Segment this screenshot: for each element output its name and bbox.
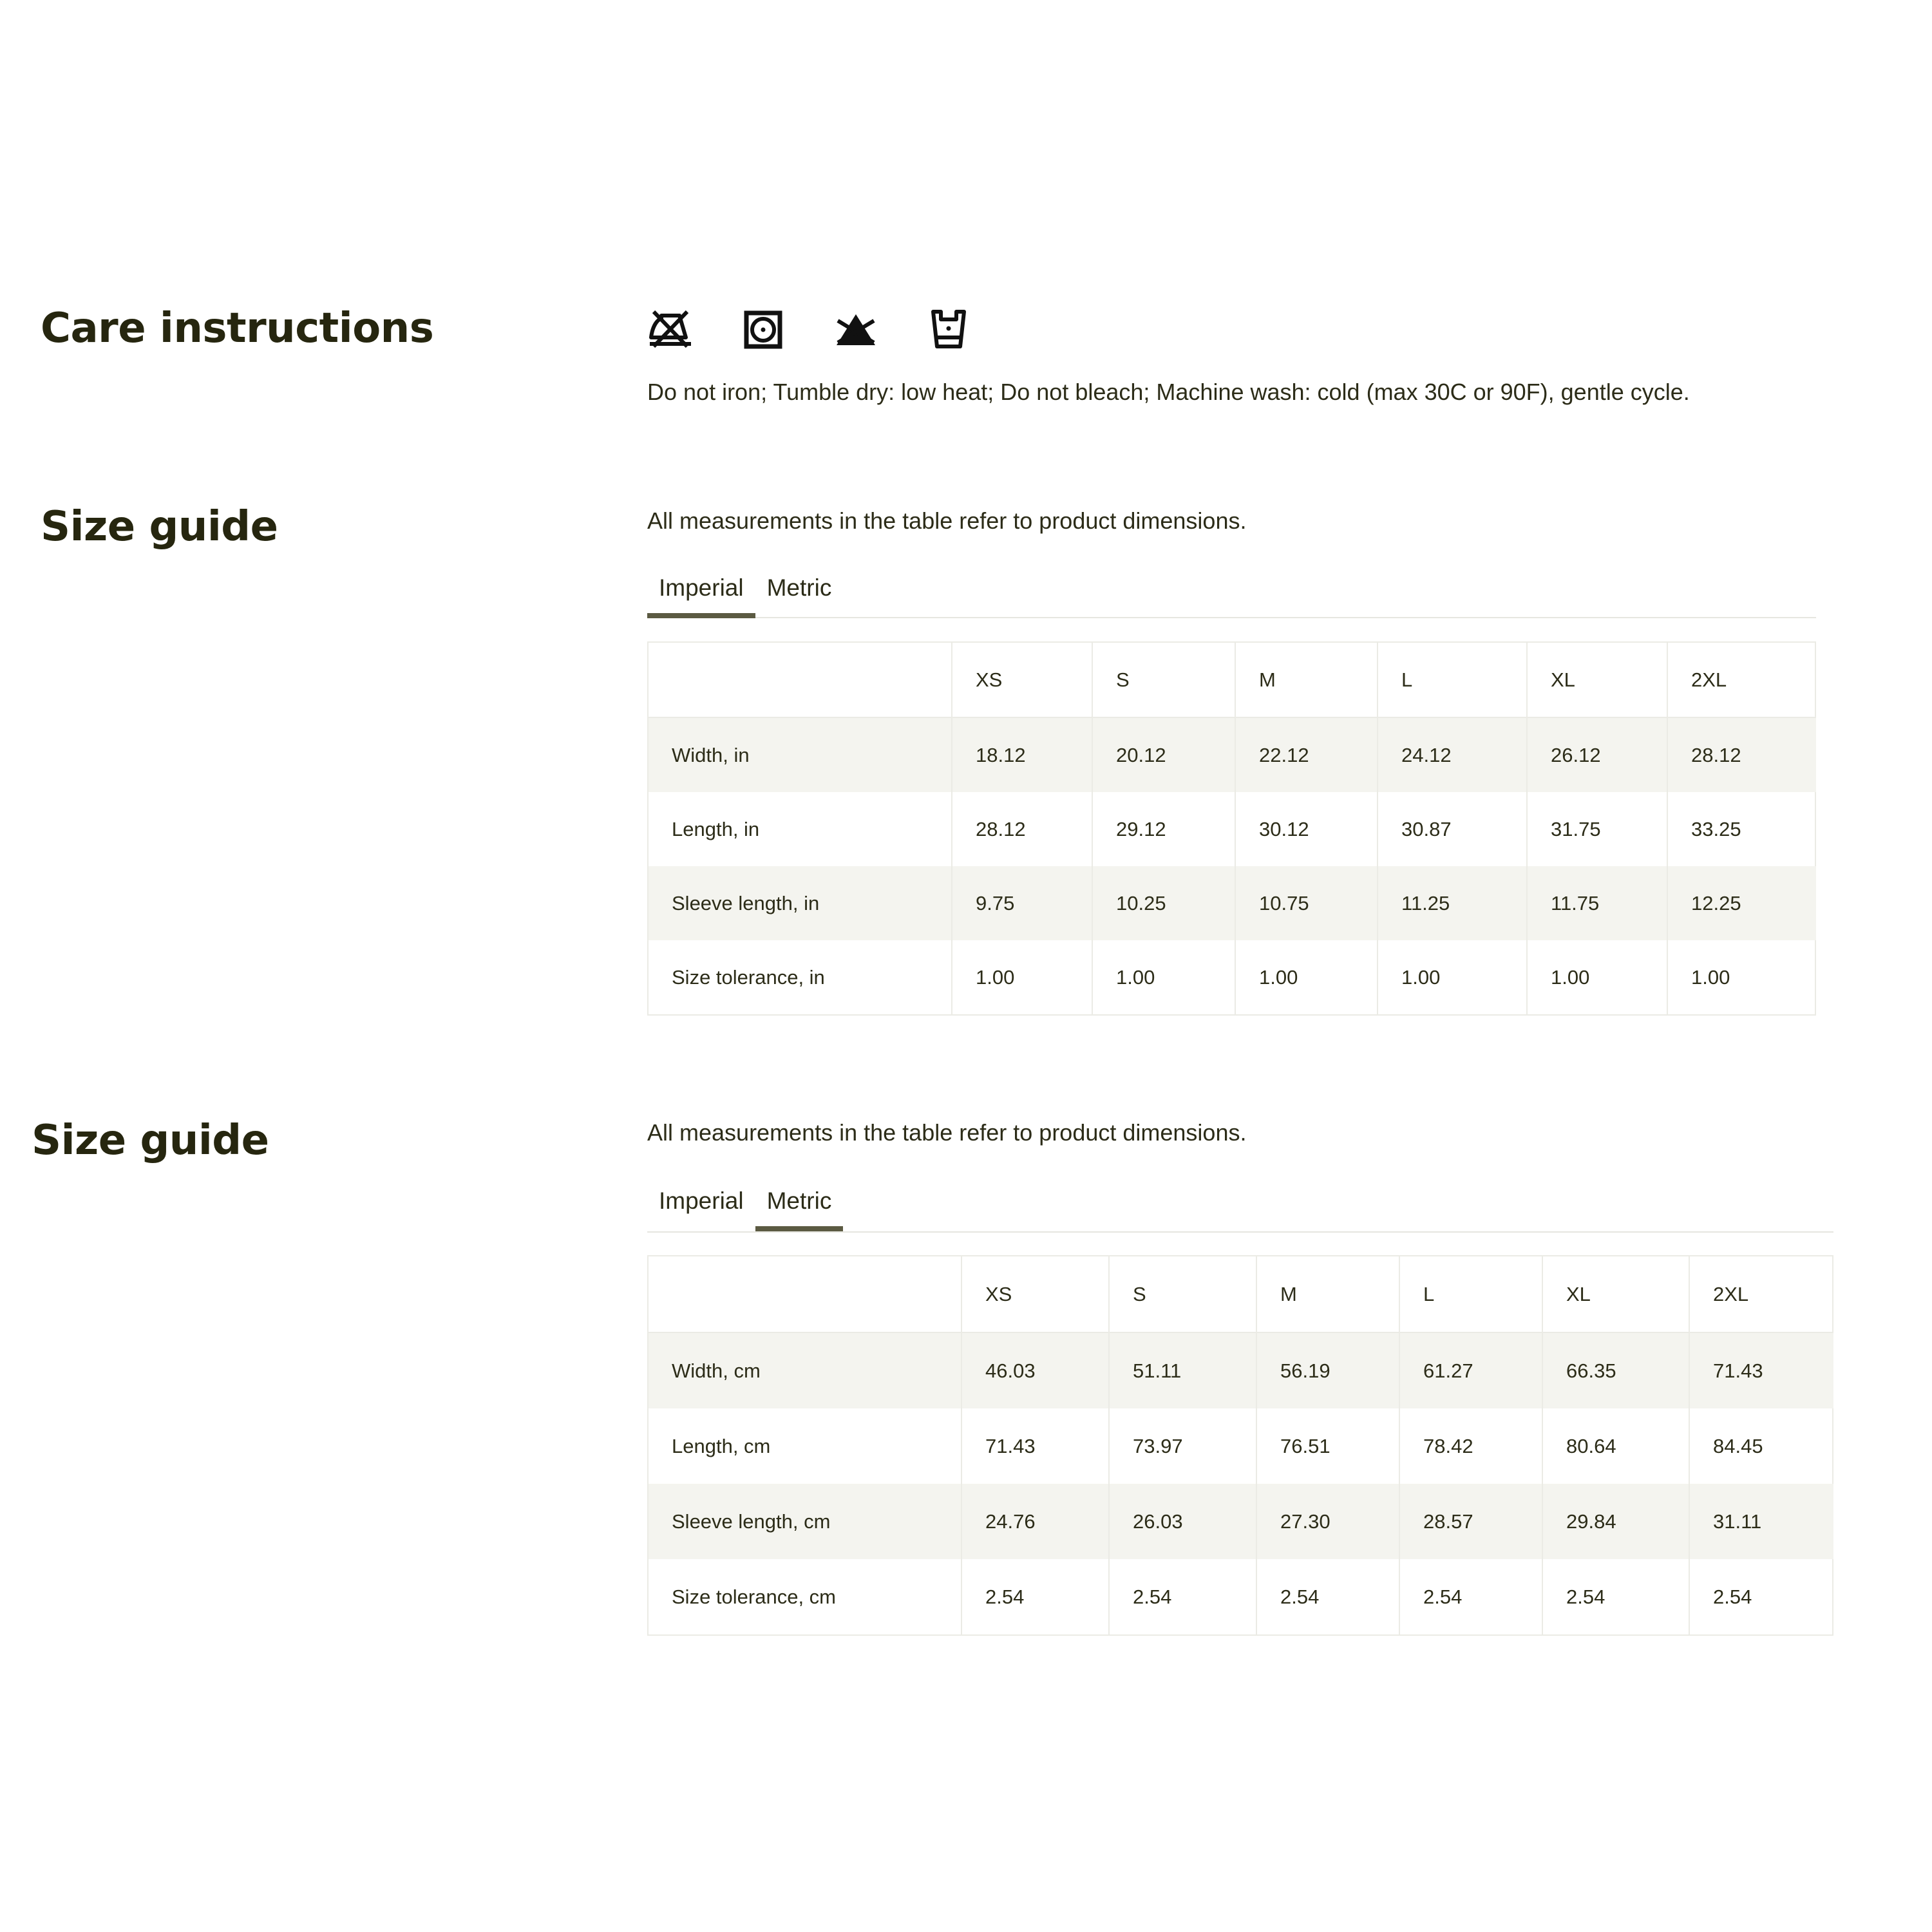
table-cell: 71.43 [961, 1408, 1109, 1484]
tab-imperial[interactable]: Imperial [659, 1188, 744, 1214]
size-guide-title: Size guide [41, 503, 278, 551]
table-cell: 2.54 [1256, 1559, 1399, 1635]
table-header-cell: XL [1527, 642, 1667, 717]
table-header-row [648, 1256, 1833, 1332]
table-cell: 73.97 [1109, 1408, 1256, 1484]
table-cell: 12.25 [1667, 866, 1815, 940]
table-cell: 66.35 [1542, 1332, 1689, 1408]
size-table-metric [647, 1255, 1833, 1636]
table-cell: 1.00 [1092, 940, 1235, 1015]
table-cell: 76.51 [1256, 1408, 1399, 1484]
do-not-bleach-icon [833, 307, 879, 353]
size-guide-intro: All measurements in the table refer to product dimensions. [647, 1119, 1247, 1146]
unit-tabs [647, 1180, 1833, 1233]
table-row [648, 1408, 1833, 1484]
table-header-cell: XS [952, 642, 1092, 717]
table-cell: 2.54 [1542, 1559, 1689, 1635]
table-cell: 56.19 [1256, 1332, 1399, 1408]
table-cell: 9.75 [952, 866, 1092, 940]
tab-metric[interactable]: Metric [766, 574, 832, 601]
table-cell: 27.30 [1256, 1484, 1399, 1559]
table-cell: 80.64 [1542, 1408, 1689, 1484]
table-cell: 1.00 [1527, 940, 1667, 1015]
table-cell: 24.76 [961, 1484, 1109, 1559]
table-cell: 26.12 [1527, 717, 1667, 792]
table-cell: 31.11 [1689, 1484, 1833, 1559]
table-header-cell: 2XL [1667, 642, 1815, 717]
row-label: Size tolerance, in [648, 940, 952, 1015]
tab-metric[interactable]: Metric [755, 1180, 844, 1231]
table-cell: 2.54 [1689, 1559, 1833, 1635]
table-cell: 30.12 [1235, 792, 1378, 866]
table-header-cell [648, 1256, 961, 1332]
table-cell: 28.12 [952, 792, 1092, 866]
table-header-cell: S [1109, 1256, 1256, 1332]
row-label: Sleeve length, cm [648, 1484, 961, 1559]
table-cell: 28.12 [1667, 717, 1815, 792]
table-cell: 20.12 [1092, 717, 1235, 792]
table-row [648, 1332, 1833, 1408]
table-row [648, 1559, 1833, 1635]
table-header-cell: 2XL [1689, 1256, 1833, 1332]
table-cell: 29.84 [1542, 1484, 1689, 1559]
table-cell: 2.54 [1109, 1559, 1256, 1635]
table-cell: 2.54 [961, 1559, 1109, 1635]
unit-tabs [647, 567, 1816, 618]
table-cell: 18.12 [952, 717, 1092, 792]
row-label: Width, in [648, 717, 952, 792]
machine-wash-cold-icon [925, 307, 972, 353]
table-cell: 33.25 [1667, 792, 1815, 866]
table-cell: 78.42 [1399, 1408, 1542, 1484]
care-instructions-title: Care instructions [41, 305, 434, 352]
table-cell: 1.00 [1378, 940, 1527, 1015]
table-cell: 29.12 [1092, 792, 1235, 866]
table-row [648, 866, 1815, 940]
table-cell: 11.75 [1527, 866, 1667, 940]
table-cell: 84.45 [1689, 1408, 1833, 1484]
table-header-cell: M [1256, 1256, 1399, 1332]
size-table-imperial [647, 641, 1816, 1016]
tumble-dry-low-icon [740, 307, 786, 353]
table-cell: 24.12 [1378, 717, 1527, 792]
table-header-cell: S [1092, 642, 1235, 717]
table-header-cell [648, 642, 952, 717]
table-row [648, 717, 1815, 792]
row-label: Length, in [648, 792, 952, 866]
table-row [648, 1484, 1833, 1559]
table-cell: 1.00 [952, 940, 1092, 1015]
table-header-cell: XS [961, 1256, 1109, 1332]
do-not-iron-icon [647, 307, 694, 353]
table-header-cell: L [1399, 1256, 1542, 1332]
table-cell: 10.25 [1092, 866, 1235, 940]
row-label: Length, cm [648, 1408, 961, 1484]
table-cell: 51.11 [1109, 1332, 1256, 1408]
table-cell: 28.57 [1399, 1484, 1542, 1559]
row-label: Sleeve length, in [648, 866, 952, 940]
table-cell: 61.27 [1399, 1332, 1542, 1408]
row-label: Size tolerance, cm [648, 1559, 961, 1635]
table-cell: 11.25 [1378, 866, 1527, 940]
table-cell: 1.00 [1235, 940, 1378, 1015]
table-cell: 71.43 [1689, 1332, 1833, 1408]
tab-imperial[interactable]: Imperial [647, 567, 755, 618]
table-cell: 26.03 [1109, 1484, 1256, 1559]
table-header-cell: M [1235, 642, 1378, 717]
table-cell: 30.87 [1378, 792, 1527, 866]
table-header-row [648, 642, 1815, 717]
table-cell: 10.75 [1235, 866, 1378, 940]
table-cell: 31.75 [1527, 792, 1667, 866]
size-guide-intro: All measurements in the table refer to product dimensions. [647, 507, 1247, 534]
table-cell: 46.03 [961, 1332, 1109, 1408]
care-instructions-text: Do not iron; Tumble dry: low heat; Do not bleach; Machine wash: cold (max 30C or 90F), gentle cycle. [647, 379, 1690, 405]
table-cell: 2.54 [1399, 1559, 1542, 1635]
size-guide-title: Size guide [32, 1117, 269, 1164]
table-header-cell: L [1378, 642, 1527, 717]
row-label: Width, cm [648, 1332, 961, 1408]
care-icons [647, 307, 972, 353]
table-row [648, 940, 1815, 1015]
table-cell: 22.12 [1235, 717, 1378, 792]
table-row [648, 792, 1815, 866]
table-cell: 1.00 [1667, 940, 1815, 1015]
table-header-cell: XL [1542, 1256, 1689, 1332]
